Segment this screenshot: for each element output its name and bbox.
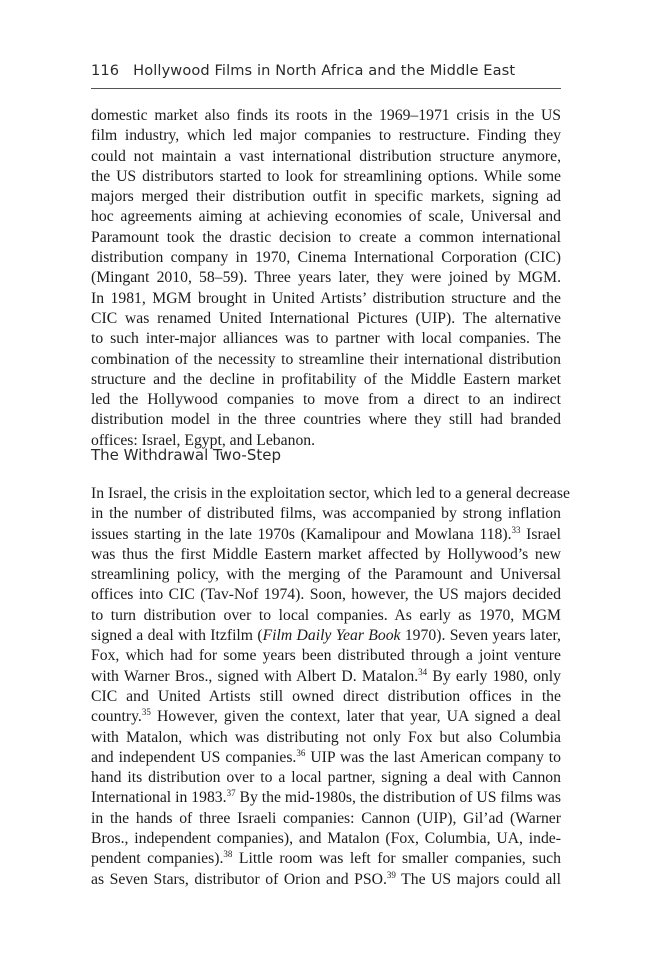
text-line bbox=[91, 849, 561, 869]
text-run: pendent companies). bbox=[91, 850, 224, 868]
text-line: was thus the first Middle Eastern market affected by Hollywood’s new bbox=[91, 545, 561, 563]
text-line bbox=[91, 667, 561, 687]
text-run: as Seven Stars, distributor of Orion and PSO. bbox=[91, 870, 387, 888]
text-line: majors merged their distribution outfit in specific markets, signing ad bbox=[91, 188, 561, 206]
text-line: led the Hollywood companies to move from a direct to an indirect bbox=[91, 391, 561, 409]
text-line: in the number of distributed films, was accompanied by strong inflation bbox=[91, 505, 561, 523]
italic-title: Film Daily Year Book bbox=[262, 627, 401, 645]
text-line bbox=[91, 707, 561, 727]
text-line: distribution company in 1970, Cinema International Corporation (CIC) bbox=[91, 249, 561, 267]
header-rule bbox=[91, 88, 561, 89]
text-run: UIP was the last American company to bbox=[305, 748, 561, 766]
text-line: film industry, which led major companies to restructure. Finding they bbox=[91, 127, 561, 145]
text-run: issues starting in the late 1970s (Kamalipour and Mowlana 118). bbox=[91, 525, 512, 543]
text-line: to such inter-major alliances was to partner with local companies. The bbox=[91, 330, 561, 348]
text-line bbox=[91, 626, 561, 646]
text-line: offices into CIC (Tav-Nof 1974). Soon, however, the US majors decided bbox=[91, 586, 561, 604]
body-paragraph-1 bbox=[91, 106, 561, 451]
section-heading: The Withdrawal Two-Step bbox=[91, 446, 281, 464]
text-line: to turn distribution over to local companies. As early as 1970, MGM bbox=[91, 606, 561, 624]
text-line bbox=[91, 748, 561, 768]
text-run: with Warner Bros., signed with Albert D. Matalon. bbox=[91, 667, 419, 685]
footnote-ref: 36 bbox=[296, 747, 306, 758]
text-run: and independent US companies. bbox=[91, 748, 297, 766]
footnote-ref: 35 bbox=[141, 707, 151, 718]
text-line: in the hands of three Israeli companies: Cannon (UIP), Gil’ad (Warner bbox=[91, 809, 561, 827]
text-run: However, given the context, later that year, UA signed a deal bbox=[150, 708, 561, 726]
text-line: In Israel, the crisis in the exploitation sector, which led to a general decrease bbox=[91, 485, 570, 502]
text-line: distribution model in the three countries where they still had branded bbox=[91, 411, 561, 429]
text-line: In 1981, MGM brought in United Artists’ distribution structure and the bbox=[91, 289, 561, 307]
text-line bbox=[91, 870, 561, 890]
text-line: the US distributors started to look for streamlining options. While some bbox=[91, 167, 561, 185]
text-line bbox=[91, 788, 561, 808]
text-line: (Mingant 2010, 58–59). Three years later, they were joined by MGM. bbox=[91, 269, 561, 287]
footnote-ref: 33 bbox=[511, 524, 521, 535]
text-line: CIC and United Artists still owned direct distribution offices in the bbox=[91, 687, 561, 705]
text-run: 1970). Seven years later, bbox=[400, 627, 561, 645]
text-run: Little room was left for smaller companies, such bbox=[232, 850, 561, 868]
text-line: hoc agreements aiming at achieving economies of scale, Universal and bbox=[91, 208, 561, 226]
text-run: By the mid-1980s, the distribution of US films was bbox=[235, 789, 561, 807]
text-run: signed a deal with Itzfilm ( bbox=[91, 627, 263, 645]
text-line: hand its distribution over to a local partner, signing a deal with Cannon bbox=[91, 769, 561, 787]
text-line: offices: Israel, Egypt, and Lebanon. bbox=[91, 431, 316, 449]
footnote-ref: 39 bbox=[386, 869, 396, 880]
text-line: streamlining policy, with the merging of the Paramount and Universal bbox=[91, 566, 561, 584]
text-line: domestic market also finds its roots in the 1969–1971 crisis in the US bbox=[91, 107, 561, 124]
text-line bbox=[91, 525, 561, 545]
text-run: The US majors could all bbox=[395, 870, 561, 888]
text-line: Paramount took the drastic decision to create a common international bbox=[91, 228, 561, 246]
footnote-ref: 34 bbox=[418, 666, 428, 677]
body-paragraph-2 bbox=[91, 484, 570, 890]
running-title: Hollywood Films in North Africa and the Middle East bbox=[133, 62, 516, 79]
text-run: country. bbox=[91, 708, 142, 726]
text-line: structure and the decline in profitability of the Middle Eastern market bbox=[91, 370, 561, 388]
text-line: Fox, which had for some years been distributed through a joint venture bbox=[91, 647, 561, 665]
text-line: CIC was renamed United International Pictures (UIP). The alternative bbox=[91, 309, 561, 327]
page-number: 116 bbox=[91, 62, 120, 79]
text-run: International in 1983. bbox=[91, 789, 227, 807]
footnote-ref: 37 bbox=[226, 788, 236, 799]
text-run: Israel bbox=[520, 525, 561, 543]
text-line: with Matalon, which was distributing not only Fox but also Columbia bbox=[91, 728, 561, 746]
text-line: Bros., independent companies), and Matalon (Fox, Columbia, UA, inde- bbox=[91, 830, 561, 848]
text-line: combination of the necessity to streamline their international distribution bbox=[91, 350, 561, 368]
running-header bbox=[91, 62, 561, 79]
text-run: By early 1980, only bbox=[427, 667, 561, 685]
footnote-ref: 38 bbox=[223, 849, 233, 860]
text-line: could not maintain a vast international distribution structure anymore, bbox=[91, 147, 561, 165]
